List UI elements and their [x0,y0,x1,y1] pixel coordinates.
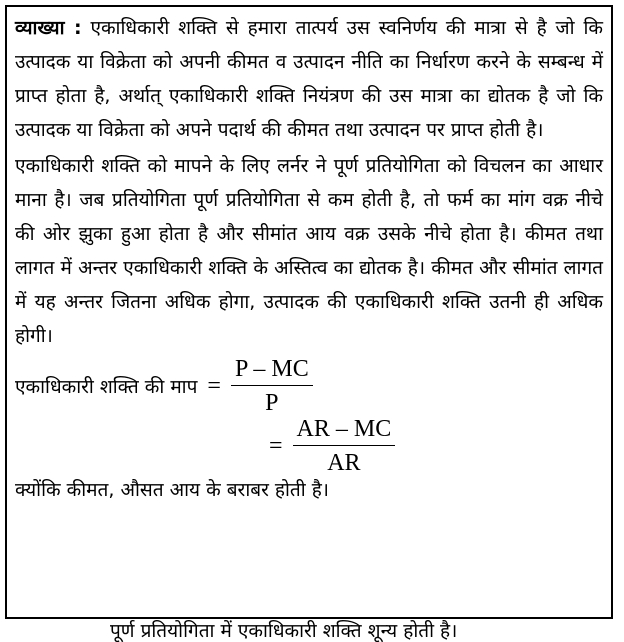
fraction-price-numerator: P – MC [231,355,313,386]
conclusion-line: क्योंकि कीमत, औसत आय के बराबर होती है। [15,479,329,501]
formula-lhs: एकाधिकारी शक्ति की माप [15,376,198,398]
formula-line-2 [259,415,395,477]
paragraph-definition [15,11,603,147]
fraction-revenue [293,415,396,477]
paragraph-lerner: एकाधिकारी शक्ति को मापने के लिए लर्नर ने पूर्ण प्रतियोगिता को विचलन का आधार माना है। जब प्रतियोगिता पूर्ण प्रतियोगिता से कम होती है, तो फर्म का मांग वक्र नीचे की ओर झुका हुआ होता है और सीमांत आय वक्र उसके नीचे होता है। कीमत तथा लागत में अन्तर एकाधिकारी शक्ति के अस्तित्व का द्योतक है। कीमत और सीमांत लागत में यह अन्तर जितना अधिक होगा, उत्पादक की एकाधिकारी शक्ति उतनी ही अधिक होगी। [15,155,603,347]
fraction-revenue-numerator: AR – MC [293,415,396,446]
lerner-formula [15,355,603,476]
explanation-label: व्याख्या : [15,17,82,39]
equals-sign-2: = [269,432,283,459]
cutoff-text-line: पूर्ण प्रतियोगिता में एकाधिकारी शक्ति शून्य होती है। [110,620,458,642]
fraction-price [231,355,313,417]
equals-sign-1: = [207,372,221,399]
fraction-revenue-denominator: AR [327,450,361,476]
fraction-price-denominator: P [265,390,279,416]
formula-line-1 [15,355,313,417]
paragraph-definition-text: एकाधिकारी शक्ति से हमारा तात्पर्य उस स्वनिर्णय की मात्रा से है जो कि उत्पादक या विक्रेता को अपनी कीमत व उत्पादन नीति का निर्धारण करने के सम्बन्ध में प्राप्त होता है, अर्थात् एकाधिकारी शक्ति नियंत्रण की उस मात्रा का द्योतक है जो कि उत्पादक या विक्रेता को अपने पदार्थ की कीमत तथा उत्पादन पर प्राप्त होती है। [15,17,603,141]
explanation-box [5,5,613,619]
